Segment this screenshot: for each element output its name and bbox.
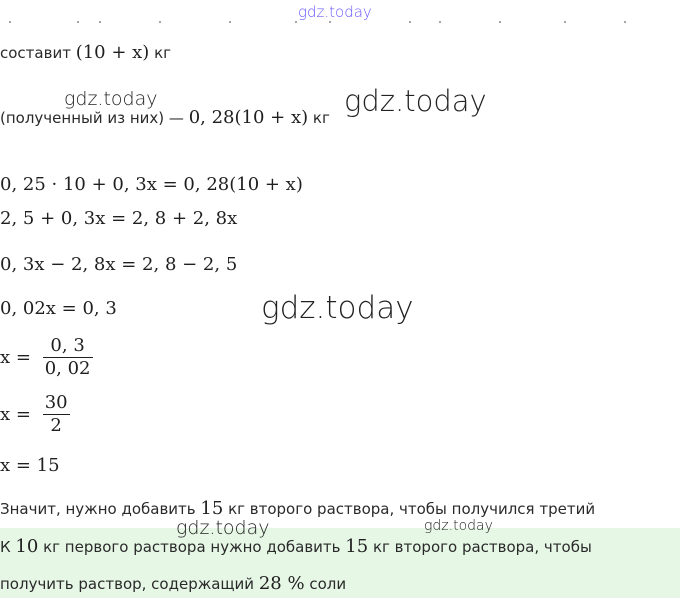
- watermark-top: gdz.today: [298, 3, 372, 21]
- fraction-2: [43, 392, 70, 437]
- answer-1-num2: 15: [345, 536, 369, 557]
- equation-2: 2, 5 + 0, 3x = 2, 8 + 2, 8x: [0, 208, 238, 229]
- text-line-1: [0, 42, 171, 63]
- watermark-5: gdz.today: [424, 518, 493, 534]
- line2-math: 0, 28(10 + x): [188, 107, 309, 128]
- equation-7: x = 15: [0, 455, 60, 476]
- equation-1: 0, 25 · 10 + 0, 3x = 0, 28(10 + x): [0, 174, 303, 195]
- watermark-2: gdz.today: [344, 84, 487, 118]
- answer-1-a: К: [0, 538, 16, 556]
- equation-6: [0, 392, 70, 437]
- answer-2-b: соли: [304, 575, 347, 593]
- conclusion-text-b: кг второго раствора, чтобы получился третий: [223, 500, 596, 518]
- conclusion-line: [0, 498, 595, 519]
- fraction-1-denominator: 0, 02: [44, 358, 91, 379]
- answer-1-b: кг первого раствора нужно добавить: [38, 538, 346, 556]
- eq6-lhs: x =: [0, 404, 31, 425]
- eq5-lhs: x =: [0, 347, 31, 368]
- line1-unit: кг: [149, 44, 172, 62]
- equation-5: [0, 335, 93, 380]
- fraction-1-numerator: 0, 3: [43, 335, 93, 358]
- answer-line-2: [0, 573, 346, 594]
- answer-2-num: 28 %: [258, 573, 305, 594]
- conclusion-number: 15: [200, 498, 224, 519]
- answer-2-a: получить раствор, содержащий: [0, 575, 259, 593]
- line2-text: (полученный из них) —: [0, 109, 189, 127]
- line1-text: составит: [0, 44, 76, 62]
- fraction-1: [43, 335, 93, 380]
- equation-4: 0, 02x = 0, 3: [0, 298, 117, 319]
- fraction-2-denominator: 2: [50, 415, 62, 436]
- watermark-3: gdz.today: [261, 290, 414, 326]
- answer-line-1: [0, 536, 592, 557]
- fraction-2-numerator: 30: [44, 392, 68, 413]
- line2-unit: кг: [308, 109, 330, 127]
- watermark-4: gdz.today: [176, 517, 270, 539]
- watermark-1: gdz.today: [64, 88, 158, 110]
- line1-math: (10 + x): [75, 42, 150, 63]
- answer-1-c: кг второго раствора, чтобы: [368, 538, 592, 556]
- answer-1-num: 10: [15, 536, 39, 557]
- conclusion-text-a: Значит, нужно добавить: [0, 500, 201, 518]
- text-line-2: [0, 107, 330, 128]
- equation-3: 0, 3x − 2, 8x = 2, 8 − 2, 5: [0, 254, 238, 275]
